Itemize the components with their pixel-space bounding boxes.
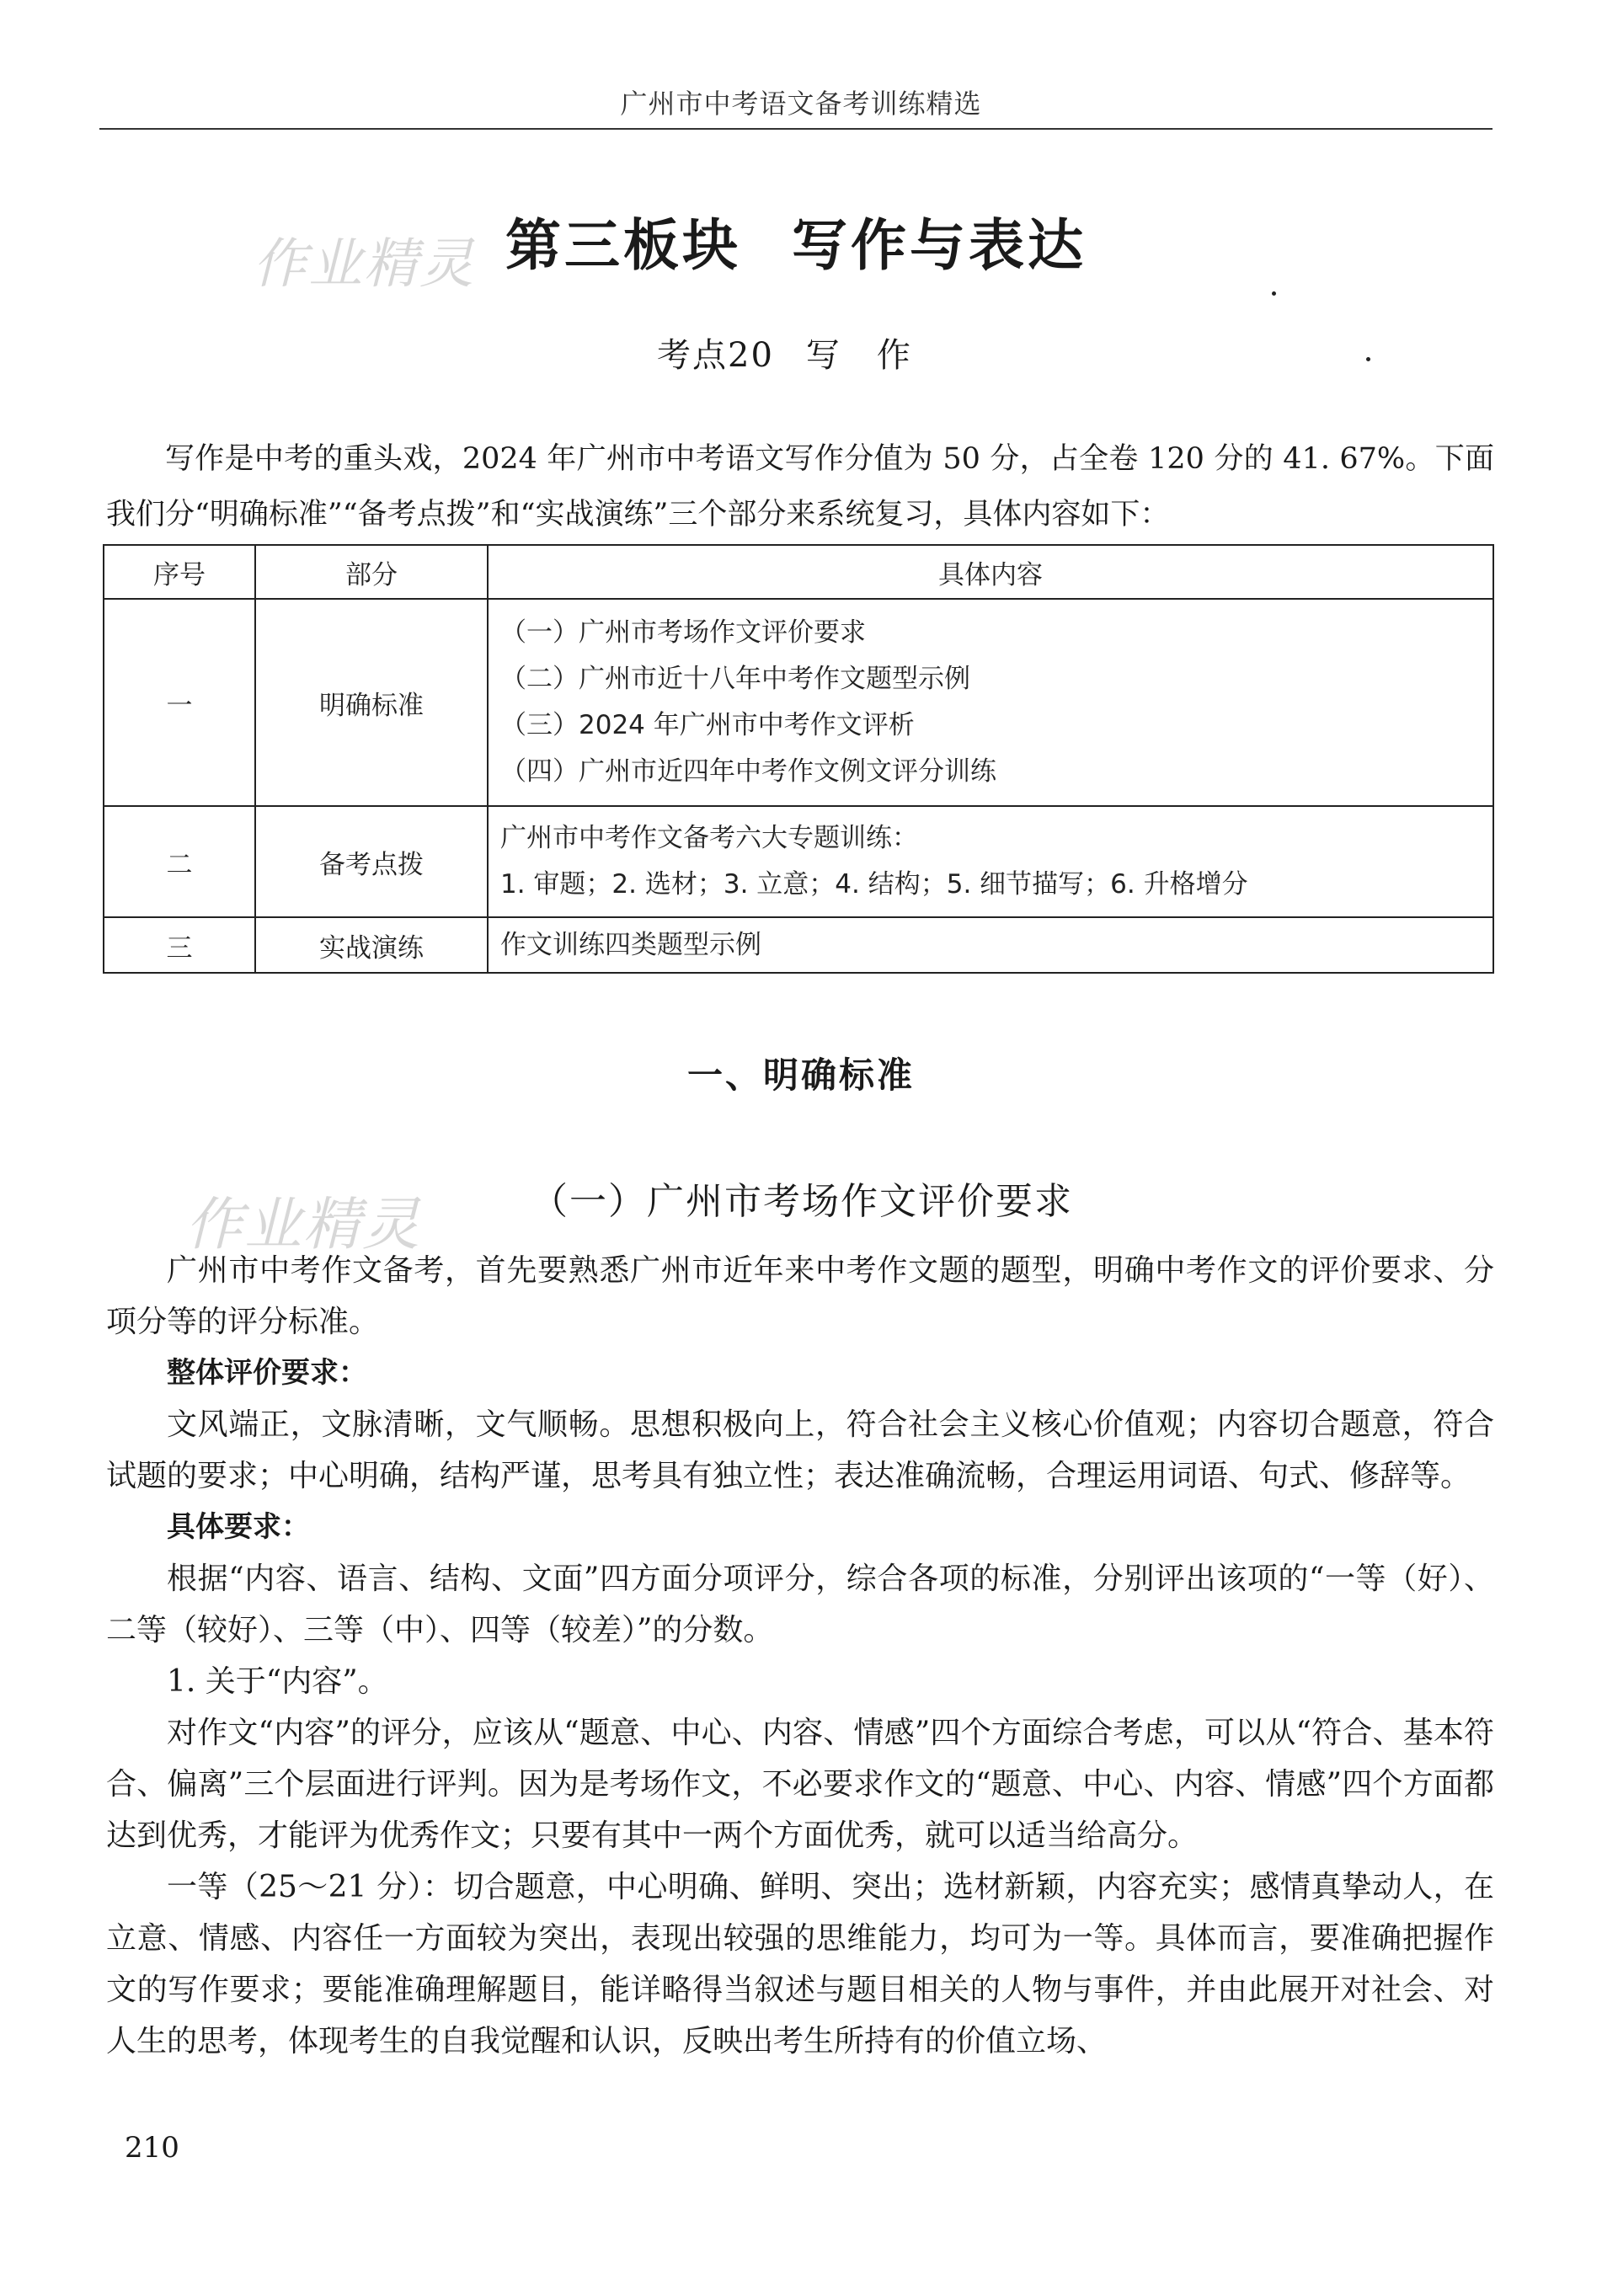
row-index: 三	[104, 917, 255, 973]
body-text	[106, 1245, 1494, 2067]
content-line: 广州市中考作文备考六大专题训练：	[500, 823, 918, 853]
block-title	[505, 200, 1087, 280]
row-index: 二	[104, 806, 255, 917]
block-title-part2: 写作与表达	[792, 212, 1087, 278]
table-row	[104, 599, 1493, 806]
body-paragraph: 广州市中考作文备考，首先要熟悉广州市近年来中考作文题的题型，明确中考作文的评价要求、分项分等的评分标准。	[106, 1253, 1494, 1339]
overview-table	[103, 544, 1494, 974]
exam-point-name: 写 作	[805, 336, 912, 375]
content-line: （一）广州市考场作文评价要求	[500, 617, 866, 648]
row-index: 一	[104, 599, 255, 806]
exam-point-title	[657, 328, 912, 376]
scan-speck	[1366, 357, 1370, 361]
body-paragraph: 一等（25～21 分）：切合题意，中心明确、鲜明、突出；选材新颖，内容充实；感情真挚动人，在立意、情感、内容任一方面较为突出，表现出较强的思维能力，均可为一等。具体而言，要准确把握作文的写作要求；要能准确理解题目，能详略得当叙述与题目相关的人物与事件，并由此展开对社会、对人生的思考，体现考生的自我觉醒和认识，反映出考生所持有的价值立场、	[106, 1870, 1494, 2058]
body-paragraph: 对作文“内容”的评分，应该从“题意、中心、内容、情感”四个方面综合考虑，可以从“符合、基本符合、偏离”三个层面进行评判。因为是考场作文，不必要求作文的“题意、中心、内容、情感”四个方面都达到优秀，才能评为优秀作文；只要有其中一两个方面优秀，就可以适当给高分。	[106, 1716, 1494, 1853]
table-row	[104, 806, 1493, 917]
subsection-heading: （一）广州市考场作文评价要求	[531, 1180, 1073, 1223]
table-header-part: 部分	[255, 545, 488, 599]
table-row	[104, 917, 1493, 973]
row-content	[488, 806, 1493, 917]
content-line: （二）广州市近十八年中考作文题型示例	[500, 664, 970, 694]
table-header-index: 序号	[104, 545, 255, 599]
content-line: （三）2024 年广州市中考作文评析	[500, 710, 915, 740]
row-content	[488, 599, 1493, 806]
header-rule	[99, 128, 1493, 130]
intro-paragraph: 写作是中考的重头戏，2024 年广州市中考语文写作分值为 50 分，占全卷 120 分的 41. 67%。下面我们分“明确标准”“备考点拨”和“实战演练”三个部分来系统复习，具体内容如下：	[106, 442, 1494, 531]
content-line: 作文训练四类题型示例	[500, 929, 761, 960]
overall-requirements-label: 整体评价要求：	[167, 1356, 367, 1390]
page-number: 210	[125, 2131, 179, 2165]
table-header-content: 具体内容	[488, 545, 1493, 599]
running-header: 广州市中考语文备考训练精选	[620, 88, 982, 120]
specific-requirements-label: 具体要求：	[167, 1510, 310, 1544]
row-part: 明确标准	[255, 599, 488, 806]
section-heading: 一、明确标准	[686, 1055, 915, 1096]
block-title-part1: 第三板块	[505, 212, 741, 278]
row-content	[488, 917, 1493, 973]
body-paragraph: 文风端正，文脉清晰，文气顺畅。思想积极向上，符合社会主义核心价值观；内容切合题意，符合试题的要求；中心明确，结构严谨，思考具有独立性；表达准确流畅，合理运用词语、句式、修辞等。	[106, 1407, 1494, 1493]
exam-point-number: 考点20	[657, 336, 774, 375]
body-paragraph: 根据“内容、语言、结构、文面”四方面分项评分，综合各项的标准，分别评出该项的“一等（好）、二等（较好）、三等（中）、四等（较差）”的分数。	[106, 1562, 1494, 1647]
row-part: 备考点拨	[255, 806, 488, 917]
scan-speck	[1272, 291, 1276, 296]
body-paragraph: 1. 关于“内容”。	[167, 1664, 388, 1699]
content-line: 1. 审题；2. 选材；3. 立意；4. 结构；5. 细节描写；6. 升格增分	[500, 869, 1248, 900]
row-part: 实战演练	[255, 917, 488, 973]
watermark: 作业精灵	[185, 1192, 422, 1258]
watermark: 作业精灵	[253, 233, 475, 296]
content-line: （四）广州市近四年中考作文例文评分训练	[500, 756, 996, 787]
